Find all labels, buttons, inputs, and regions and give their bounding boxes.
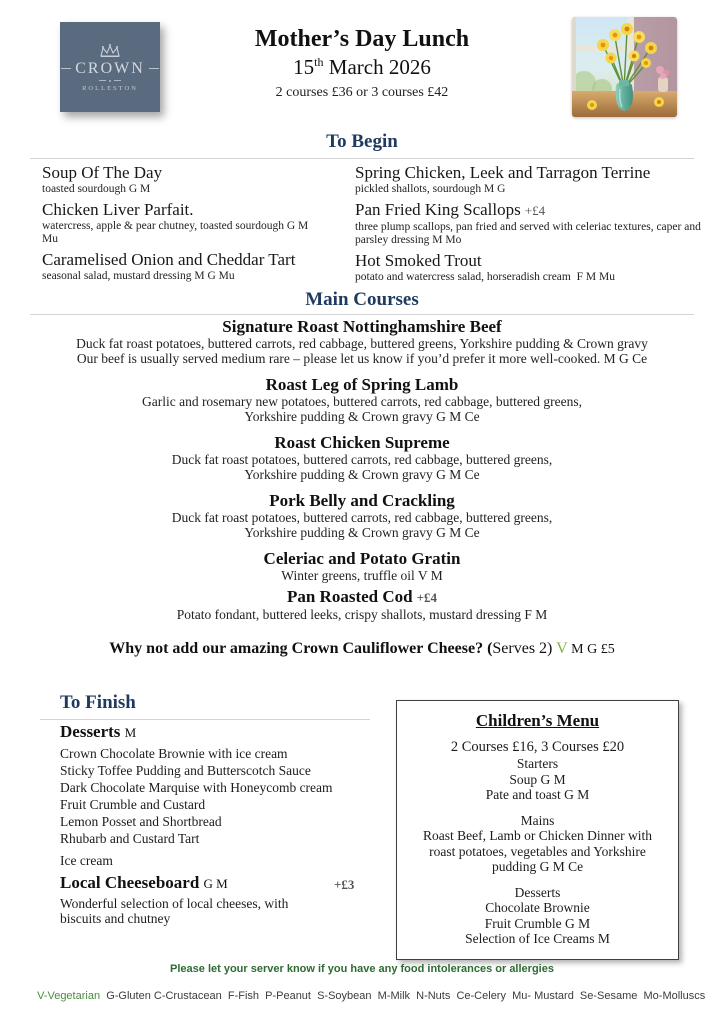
dessert-item: Crown Chocolate Brownie with ice cream — [60, 746, 288, 761]
supplement-price: +£3 — [334, 877, 355, 892]
dessert-item: Dark Chocolate Marquise with Honeycomb cream — [60, 780, 333, 795]
cheeseboard-item: Local Cheeseboard G M +£3 Wonderful selection of local cheeses, with biscuits and chutney — [60, 873, 355, 926]
vegetarian-mark: V — [556, 640, 568, 657]
dessert-item: Lemon Posset and Shortbread — [60, 814, 222, 829]
supplement-price: +£4 — [416, 589, 438, 605]
header-title-block — [170, 26, 554, 101]
menu-item-soup: Soup Of The Day toasted sourdough G M — [42, 163, 163, 195]
menu-item-onion-tart: Caramelised Onion and Cheddar Tart seasonal salad, mustard dressing M G Mu — [42, 250, 296, 282]
section-heading-to-begin: To Begin — [326, 131, 398, 152]
dessert-item: Rhubarb and Custard Tart — [60, 831, 200, 846]
logo-rule-left — [61, 68, 71, 69]
childrens-menu-box — [396, 700, 679, 960]
allergen-footer — [0, 963, 724, 1014]
childrens-starters: Starters Soup G M Pate and toast G M — [485, 756, 590, 802]
dessert-list — [60, 745, 380, 847]
menu-pricing: 2 courses £36 or 3 courses £42 — [275, 85, 449, 100]
logo-ornament — [99, 80, 121, 82]
starters-columns — [42, 163, 708, 288]
section-heading-to-finish: To Finish — [60, 692, 136, 713]
childrens-pricing: 2 Courses £16, 3 Courses £20 — [450, 739, 625, 755]
logo-name: CROWN — [75, 59, 145, 77]
logo-rule-right — [149, 68, 159, 69]
supplement-price: +£4 — [524, 203, 546, 218]
desserts-block — [60, 722, 380, 926]
crown-rolleston-logo — [60, 22, 160, 112]
dessert-item: Sticky Toffee Pudding and Butterscotch Sauce — [60, 763, 311, 778]
main-courses-list — [20, 317, 704, 658]
childrens-menu-title: Children’s Menu — [475, 711, 600, 730]
ice-cream-item: Ice cream — [60, 853, 113, 868]
menu-item-scallops: Pan Fried King Scallops +£4 three plump scallops, pan fried and served with celeriac textures, caper and parsley dressing M Mo — [355, 200, 704, 246]
event-date: 15th March 2026 — [293, 55, 431, 79]
allergen-key: V-Vegetarian G-Gluten C-Crustacean F-Fish P-Peanut S-Soybean M-Milk N-Nuts Ce-Celery Mu- Mustard Se-Sesame Mo-Molluscs — [37, 990, 706, 1002]
menu-item-roast-beef: Signature Roast Nottinghamshire Beef Duck fat roast potatoes, buttered carrots, red cabbage, buttered greens, Yorkshire pudding & Crown gravy Our beef is usually served medium rare – please let us know if you’d prefer it more well-cooked. M G Ce — [76, 317, 648, 366]
menu-item-chicken-supreme: Roast Chicken Supreme Duck fat roast potatoes, buttered carrots, red cabbage, buttered greens, Yorkshire pudding & Crown gravy G M Ce — [171, 433, 553, 482]
menu-item-trout: Hot Smoked Trout potato and watercress salad, horseradish cream F M Mu — [355, 251, 615, 283]
childrens-mains: Mains Roast Beef, Lamb or Chicken Dinner with roast potatoes, vegetables and Yorkshire pudding G M Ce — [422, 812, 653, 874]
menu-item-parfait: Chicken Liver Parfait. watercress, apple & pear chutney, toasted sourdough G M Mu — [42, 200, 312, 245]
menu-item-terrine: Spring Chicken, Leek and Tarragon Terrine pickled shallots, sourdough M G — [355, 163, 651, 195]
page-title: Mother’s Day Lunch — [254, 26, 470, 52]
divider — [40, 719, 370, 720]
desserts-label: Desserts M — [60, 722, 137, 741]
menu-item-roasted-cod: Pan Roasted Cod +£4 Potato fondant, buttered leeks, crispy shallots, mustard dressing F M — [176, 586, 548, 622]
divider — [30, 158, 694, 159]
childrens-desserts: Desserts Chocolate Brownie Fruit Crumble G M Selection of Ice Creams M — [465, 884, 610, 946]
menu-item-celeriac-gratin: Celeriac and Potato Gratin Winter greens, truffle oil V M — [263, 549, 461, 583]
starters-right-column — [354, 163, 708, 288]
vegetarian-key: V-Vegetarian — [37, 990, 101, 1002]
logo-location: ROLLESTON — [82, 84, 138, 92]
menu-item-pork-belly: Pork Belly and Crackling Duck fat roast potatoes, buttered carrots, red cabbage, buttered greens, Yorkshire pudding & Crown gravy G M Ce — [171, 491, 553, 540]
daffodils-photo — [572, 17, 677, 117]
crown-icon — [97, 43, 123, 58]
starters-left-column — [42, 163, 354, 288]
section-heading-main-courses: Main Courses — [305, 289, 419, 310]
cauliflower-cheese-upsell: Why not add our amazing Crown Cauliflower Cheese? (Serves 2) V M G £5 — [109, 640, 615, 657]
divider — [30, 314, 694, 315]
menu-item-spring-lamb: Roast Leg of Spring Lamb Garlic and rosemary new potatoes, buttered carrots, red cabbage, buttered greens, Yorkshire pudding & Crown gravy G M Ce — [141, 375, 583, 424]
dessert-item: Fruit Crumble and Custard — [60, 797, 206, 812]
allergy-notice: Please let your server know if you have any food intolerances or allergies — [170, 963, 554, 975]
